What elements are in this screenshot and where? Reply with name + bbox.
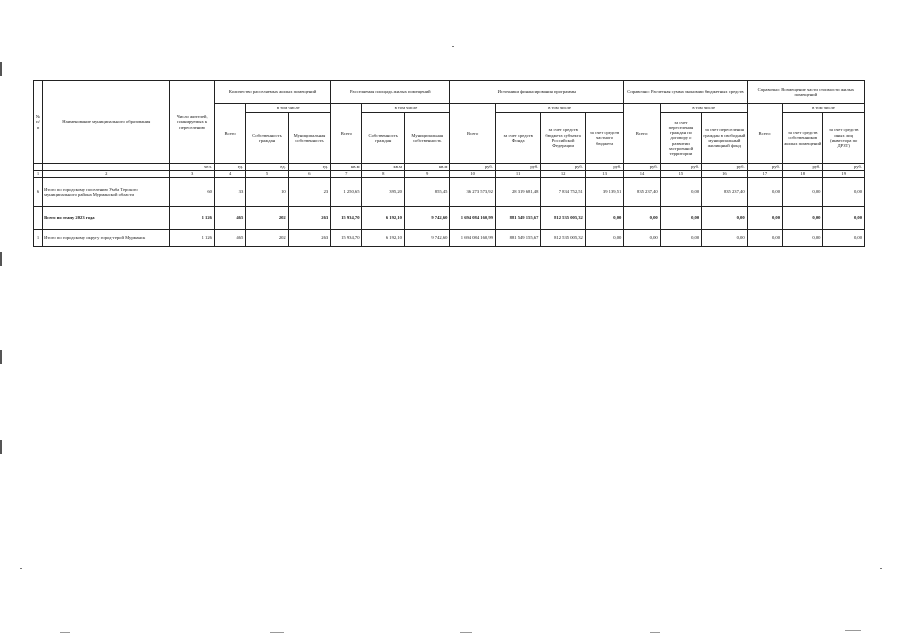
header-comp-total: Всего:: [747, 104, 782, 164]
unit-cell: руб.: [541, 164, 585, 171]
table-cell: 6 192,10: [362, 207, 404, 230]
table-cell: 812 535 005,32: [541, 230, 585, 247]
unit-cell: руб.: [624, 164, 660, 171]
column-index: 11: [495, 171, 540, 178]
column-index: 16: [702, 171, 748, 178]
header-count-own: Собственность граждан: [246, 113, 288, 164]
header-area-mun: Муниципальная собственность: [404, 113, 449, 164]
table-cell: 835 237,40: [702, 178, 748, 207]
table-cell: 0,00: [783, 207, 823, 230]
table-cell: 881 549 155,67: [495, 230, 540, 247]
header-private-budget: за счет средств частного бюджета: [585, 113, 623, 164]
table-row-stage-total: [34, 207, 865, 230]
resettlement-program-table: [33, 80, 865, 247]
table-cell: 0,00: [783, 230, 823, 247]
column-index: 7: [331, 171, 362, 178]
header-area-own: Собственность граждан: [362, 113, 404, 164]
table-cell: 835 237,40: [624, 178, 660, 207]
table-cell: 6 192,10: [362, 230, 404, 247]
table-row: [34, 230, 865, 247]
table-cell: 0,00: [660, 207, 701, 230]
unit-cell: руб.: [747, 164, 782, 171]
table-cell: 0,00: [823, 207, 865, 230]
header-area-group: Расселяемая площадь жилых помещений: [331, 81, 450, 104]
scan-edge-mark: [0, 62, 2, 76]
unit-cell: руб.: [660, 164, 701, 171]
table-cell: 0,00: [624, 230, 660, 247]
column-index: 12: [541, 171, 585, 178]
scan-edge-mark: [0, 440, 2, 454]
table-cell: 1 694 084 160,99: [450, 230, 495, 247]
column-index: 18: [783, 171, 823, 178]
header-eco-free: за счет переселения граждан в свободный муниципальный жилищный фонд: [702, 113, 748, 164]
table-cell: 395,20: [362, 178, 404, 207]
column-index: 9: [404, 171, 449, 178]
municipality-name: Итого по городскому поселению Умба Терского муниципального района Мурманской области: [43, 178, 170, 207]
table-cell: 0,00: [747, 207, 782, 230]
unit-cell: руб.: [450, 164, 495, 171]
column-index: 1: [34, 171, 43, 178]
header-area-total: Всего: [331, 104, 362, 164]
table-cell: 0,00: [702, 207, 748, 230]
table-cell: 0,00: [783, 178, 823, 207]
unit-cell: чел.: [170, 164, 214, 171]
table-cell: 1 250,65: [331, 178, 362, 207]
table-cell: 881 549 155,67: [495, 207, 540, 230]
header-count-group: Количество расселяемых жилых помещений: [214, 81, 330, 104]
header-count-incl: в том числе: [246, 104, 331, 113]
unit-cell: [43, 164, 170, 171]
municipality-name: Всего по этапу 2023 года: [43, 207, 170, 230]
table-row: [34, 178, 865, 207]
table-cell: 39 139,51: [585, 178, 623, 207]
header-count-mun: Муниципальная собственность: [288, 113, 330, 164]
scan-speck: [60, 632, 70, 633]
scan-edge-mark: [0, 350, 2, 364]
table-cell: 9 742,60: [404, 230, 449, 247]
table-cell: 465: [214, 230, 245, 247]
table-cell: 0,00: [702, 230, 748, 247]
header-comp-incl: в том числе: [783, 104, 865, 113]
scan-speck: [650, 632, 660, 633]
table-cell: 202: [246, 230, 288, 247]
header-fund: за счет средств Фонда: [495, 113, 540, 164]
unit-cell: руб.: [823, 164, 865, 171]
header-sources-total: Всего: [450, 104, 495, 164]
unit-cell: кв.м: [362, 164, 404, 171]
column-index: 8: [362, 171, 404, 178]
table-cell: 812 535 005,32: [541, 207, 585, 230]
column-index: 14: [624, 171, 660, 178]
column-index: 3: [170, 171, 214, 178]
units-row: [34, 164, 865, 171]
table-cell: 1 126: [170, 230, 214, 247]
table-cell: 0,00: [747, 178, 782, 207]
table-cell: 36 273 573,92: [450, 178, 495, 207]
unit-cell: ед.: [246, 164, 288, 171]
municipality-name: Итого по городскому округу город-герой Мурманск: [43, 230, 170, 247]
header-comp-other: за счет средств иных лиц (инвестора по ДРЗТ): [823, 113, 865, 164]
table-cell: 0,00: [585, 207, 623, 230]
table-cell: 0,00: [823, 230, 865, 247]
table-cell: 33: [214, 178, 245, 207]
header-sources-group: Источники финансирования программы: [450, 81, 624, 104]
column-index: 5: [246, 171, 288, 178]
table-cell: 23: [288, 178, 330, 207]
header-residents: Число жителей, планируемых к переселению: [170, 81, 214, 164]
header-ref2-group: Справочно: Возмещение части стоимости жилых помещений: [747, 81, 864, 104]
scan-speck: [20, 568, 22, 569]
table-cell: 7 834 752,51: [541, 178, 585, 207]
table-cell: 0,00: [660, 230, 701, 247]
header-municipality-name: Наименование муниципального образования: [43, 81, 170, 164]
unit-cell: кв.м: [404, 164, 449, 171]
header-eco-contract: за счет переселения граждан по договору о развитии застроенной территории: [660, 113, 701, 164]
row-number: [34, 207, 43, 230]
column-index-row: [34, 171, 865, 178]
unit-cell: [34, 164, 43, 171]
header-count-total: Всего: [214, 104, 245, 164]
row-number: 6: [34, 178, 43, 207]
table-cell: 1 694 084 160,99: [450, 207, 495, 230]
scan-speck: [460, 632, 472, 633]
column-index: 4: [214, 171, 245, 178]
header-sources-incl: в том числе: [495, 104, 623, 113]
header-area-incl: в том числе: [362, 104, 450, 113]
table-cell: 0,00: [660, 178, 701, 207]
scan-speck: [845, 630, 861, 631]
column-index: 15: [660, 171, 701, 178]
row-number: 1: [34, 230, 43, 247]
column-index: 2: [43, 171, 170, 178]
table-cell: 855,45: [404, 178, 449, 207]
unit-cell: руб.: [495, 164, 540, 171]
column-index: 10: [450, 171, 495, 178]
table-cell: 60: [170, 178, 214, 207]
table-cell: 9 742,60: [404, 207, 449, 230]
header-eco-incl: в том числе: [660, 104, 747, 113]
table-cell: 10: [246, 178, 288, 207]
column-index: 6: [288, 171, 330, 178]
table-cell: 0,00: [624, 207, 660, 230]
unit-cell: ед.: [288, 164, 330, 171]
table-cell: 0,00: [585, 230, 623, 247]
table-cell: 15 934,70: [331, 230, 362, 247]
column-index: 13: [585, 171, 623, 178]
unit-cell: руб.: [783, 164, 823, 171]
table-cell: 28 319 681,48: [495, 178, 540, 207]
unit-cell: кв.м: [331, 164, 362, 171]
unit-cell: руб.: [702, 164, 748, 171]
header-comp-own: за счет средств собственников жилых помещений: [783, 113, 823, 164]
header-eco-total: Всего:: [624, 104, 660, 164]
table-cell: 263: [288, 207, 330, 230]
table-cell: 1 126: [170, 207, 214, 230]
header-no: № п/п: [34, 81, 43, 164]
column-index: 19: [823, 171, 865, 178]
table-cell: 0,00: [823, 178, 865, 207]
scan-speck: [880, 568, 882, 569]
header-ref1-group: Справочно: Расчетная сумма экономии бюджетных средств: [624, 81, 747, 104]
table-cell: 202: [246, 207, 288, 230]
scan-edge-mark: [0, 252, 2, 266]
table-cell: 15 934,70: [331, 207, 362, 230]
column-index: 17: [747, 171, 782, 178]
unit-cell: ед.: [214, 164, 245, 171]
table-cell: 263: [288, 230, 330, 247]
scan-speck: [270, 632, 284, 633]
header-row-groups: [34, 81, 865, 104]
scan-speck: [452, 46, 454, 47]
table-cell: 0,00: [747, 230, 782, 247]
unit-cell: руб.: [585, 164, 623, 171]
header-subject-budget: за счет средств бюджета субъекта Российской Федерации: [541, 113, 585, 164]
table-cell: 465: [214, 207, 245, 230]
